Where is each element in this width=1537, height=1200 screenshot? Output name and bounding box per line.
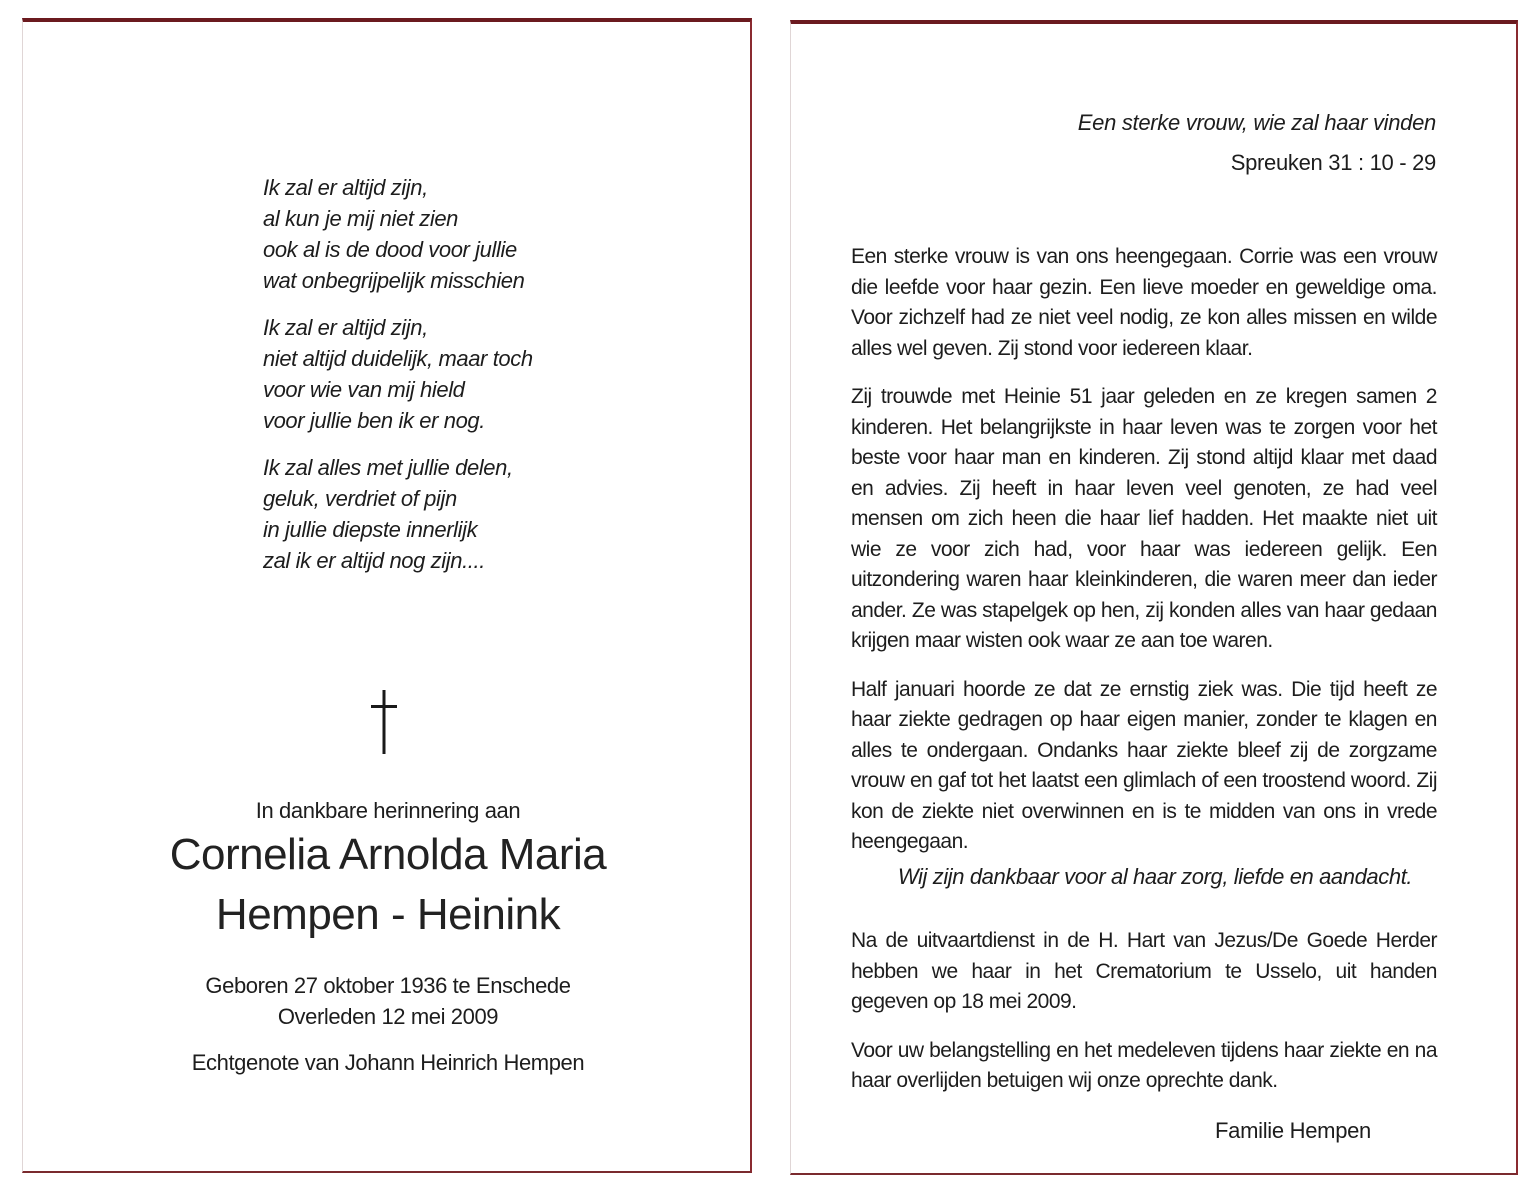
- bible-verse: [1078, 110, 1436, 176]
- spouse-line: Echtgenote van Johann Heinrich Hempen: [191, 1050, 585, 1075]
- poem-line: Ik zal er altijd zijn,: [263, 315, 428, 340]
- poem-stanza-3: [263, 452, 683, 576]
- birth-line: Geboren 27 oktober 1936 te Enschede: [205, 973, 571, 998]
- intro-line: In dankbare herinnering aan: [255, 798, 521, 823]
- eulogy-paragraph: Een sterke vrouw is van ons heengegaan. Corrie was een vrouw die leefde voor haar gezin. Een lieve moeder en geweldige oma. Voor zichzelf had ze niet veel nodig, ze kon alles missen en wilde alles wel geven. Zij stond voor iedereen klaar.: [851, 245, 1437, 360]
- poem-line: Ik zal alles met jullie delen,: [263, 455, 513, 480]
- verse-quote: Een sterke vrouw, wie zal haar vinden: [1077, 110, 1436, 135]
- poem-line: al kun je mij niet zien: [263, 206, 459, 231]
- poem-line: geluk, verdriet of pijn: [263, 486, 457, 511]
- family-signoff: Familie Hempen: [1215, 1118, 1371, 1143]
- poem-line: Ik zal er altijd zijn,: [263, 175, 428, 200]
- eulogy-paragraph: Half januari hoorde ze dat ze ernstig ziek was. Die tijd heeft ze haar ziekte gedragen op haar eigen manier, zonder te klagen en alles te ondergaan. Ondanks haar ziekte bleef zij de zorgzame vrouw en gaf tot het laatst een glimlach of een troostend woord. Zij kon de ziekte niet overwinnen en is te midden van ons in vrede heengegaan.: [851, 677, 1437, 853]
- poem-line: voor jullie ben ik er nog.: [263, 408, 485, 433]
- death-line: Overleden 12 mei 2009: [277, 1004, 499, 1029]
- deceased-surname: Hempen - Heinink: [215, 890, 561, 939]
- poem: [263, 172, 683, 592]
- eulogy-paragraph: Zij trouwde met Heinie 51 jaar geleden en ze kregen samen 2 kinderen. Het belangrijkste in haar leven was te zorgen voor het beste voor haar man en kinderen. Zij stond altijd klaar met daad en advies. Zij heeft in haar leven veel genoten, ze had veel mensen om zich heen die haar lief hadden. Het maakte niet uit wie ze voor zich had, voor haar was iedereen gelijk. Een uitzondering waren haar kleinkinderen, die waren meer dan ieder ander. Ze was stapelgek op hen, zij konden alles van haar gedaan krijgen maar wisten ook waar ze aan toe waren.: [851, 385, 1437, 652]
- poem-line: wat onbegrijpelijk misschien: [263, 268, 525, 293]
- eulogy: [851, 242, 1437, 876]
- cross-icon: [371, 690, 397, 752]
- poem-line: voor wie van mij hield: [263, 377, 465, 402]
- closing-paragraph: Voor uw belangstelling en het medeleven tijdens haar ziekte en na haar overlijden betuigen wij onze oprechte dank.: [851, 1038, 1437, 1092]
- poem-line: in jullie diepste innerlijk: [263, 517, 478, 542]
- poem-stanza-1: [263, 172, 683, 296]
- poem-stanza-2: [263, 312, 683, 436]
- poem-line: ook al is de dood voor jullie: [263, 237, 517, 262]
- closing-text: [851, 926, 1437, 1115]
- verse-reference: Spreuken 31 : 10 - 29: [1230, 150, 1436, 175]
- deceased-name: Cornelia Arnolda Maria: [169, 830, 607, 879]
- poem-line: niet altijd duidelijk, maar toch: [263, 346, 533, 371]
- closing-paragraph: Na de uitvaartdienst in de H. Hart van Jezus/De Goede Herder hebben we haar in het Crematorium te Usselo, uit handen gegeven op 18 mei 2009.: [851, 929, 1437, 1013]
- life-dates: [23, 970, 753, 1032]
- poem-line: zal ik er altijd nog zijn....: [263, 548, 485, 573]
- memorial-card-front: [22, 18, 752, 1173]
- memorial-card-inside: [790, 20, 1518, 1175]
- thanks-line: Wij zijn dankbaar voor al haar zorg, liefde en aandacht.: [897, 864, 1413, 889]
